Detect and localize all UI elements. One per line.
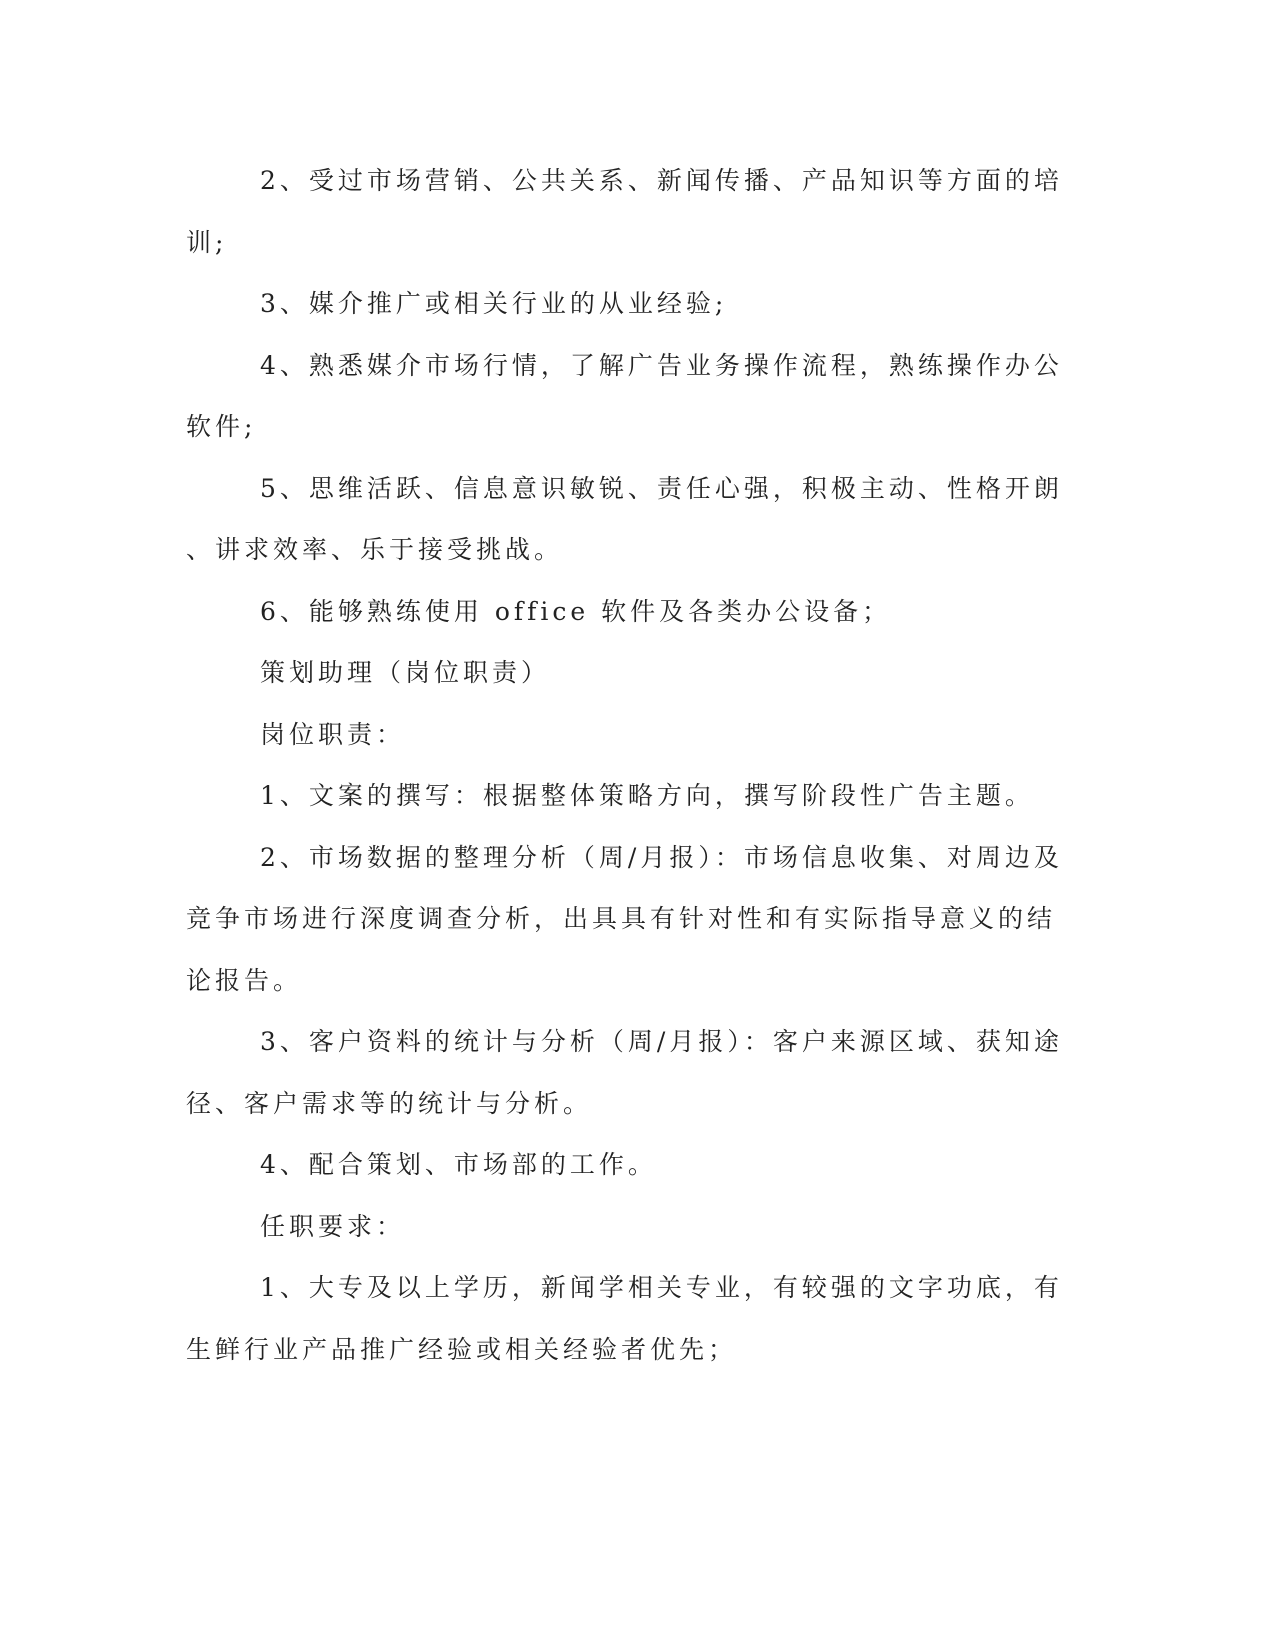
paragraph-line: 竞争市场进行深度调查分析，出具具有针对性和有实际指导意义的结 — [186, 904, 1057, 933]
paragraph-line: 5、思维活跃、信息意识敏锐、责任心强，积极主动、性格开朗 — [260, 473, 1063, 503]
subsection-heading: 岗位职责： — [260, 719, 406, 749]
section-heading: 策划助理（岗位职责） — [260, 658, 551, 687]
paragraph-line: 2、市场数据的整理分析（周/月报）：市场信息收集、对周边及 — [260, 842, 1063, 872]
subsection-heading: 任职要求： — [260, 1211, 406, 1241]
paragraph-line: 生鲜行业产品推广经验或相关经验者优先； — [186, 1334, 738, 1364]
paragraph-line: 论报告。 — [186, 965, 303, 995]
paragraph-line: 、讲求效率、乐于接受挑战。 — [186, 535, 564, 564]
paragraph-line: 软件; — [186, 412, 257, 441]
document-body — [186, 150, 1066, 1380]
paragraph-line: 径、客户需求等的统计与分析。 — [186, 1088, 593, 1118]
paragraph-line: 4、熟悉媒介市场行情，了解广告业务操作流程，熟练操作办公 — [260, 350, 1063, 380]
paragraph-line: 4、配合策划、市场部的工作。 — [260, 1150, 657, 1179]
paragraph-line: 6、能够熟练使用 office 软件及各类办公设备； — [260, 596, 892, 626]
paragraph-line: 1、大专及以上学历，新闻学相关专业，有较强的文字功底，有 — [260, 1273, 1063, 1302]
paragraph-line: 3、媒介推广或相关行业的从业经验; — [260, 289, 728, 318]
paragraph-line: 1、文案的撰写：根据整体策略方向，撰写阶段性广告主题。 — [260, 781, 1034, 810]
paragraph-line: 3、客户资料的统计与分析（周/月报）：客户来源区域、获知途 — [260, 1027, 1063, 1056]
paragraph-line: 2、受过市场营销、公共关系、新闻传播、产品知识等方面的培 — [260, 166, 1063, 195]
paragraph-line: 训; — [186, 227, 228, 257]
